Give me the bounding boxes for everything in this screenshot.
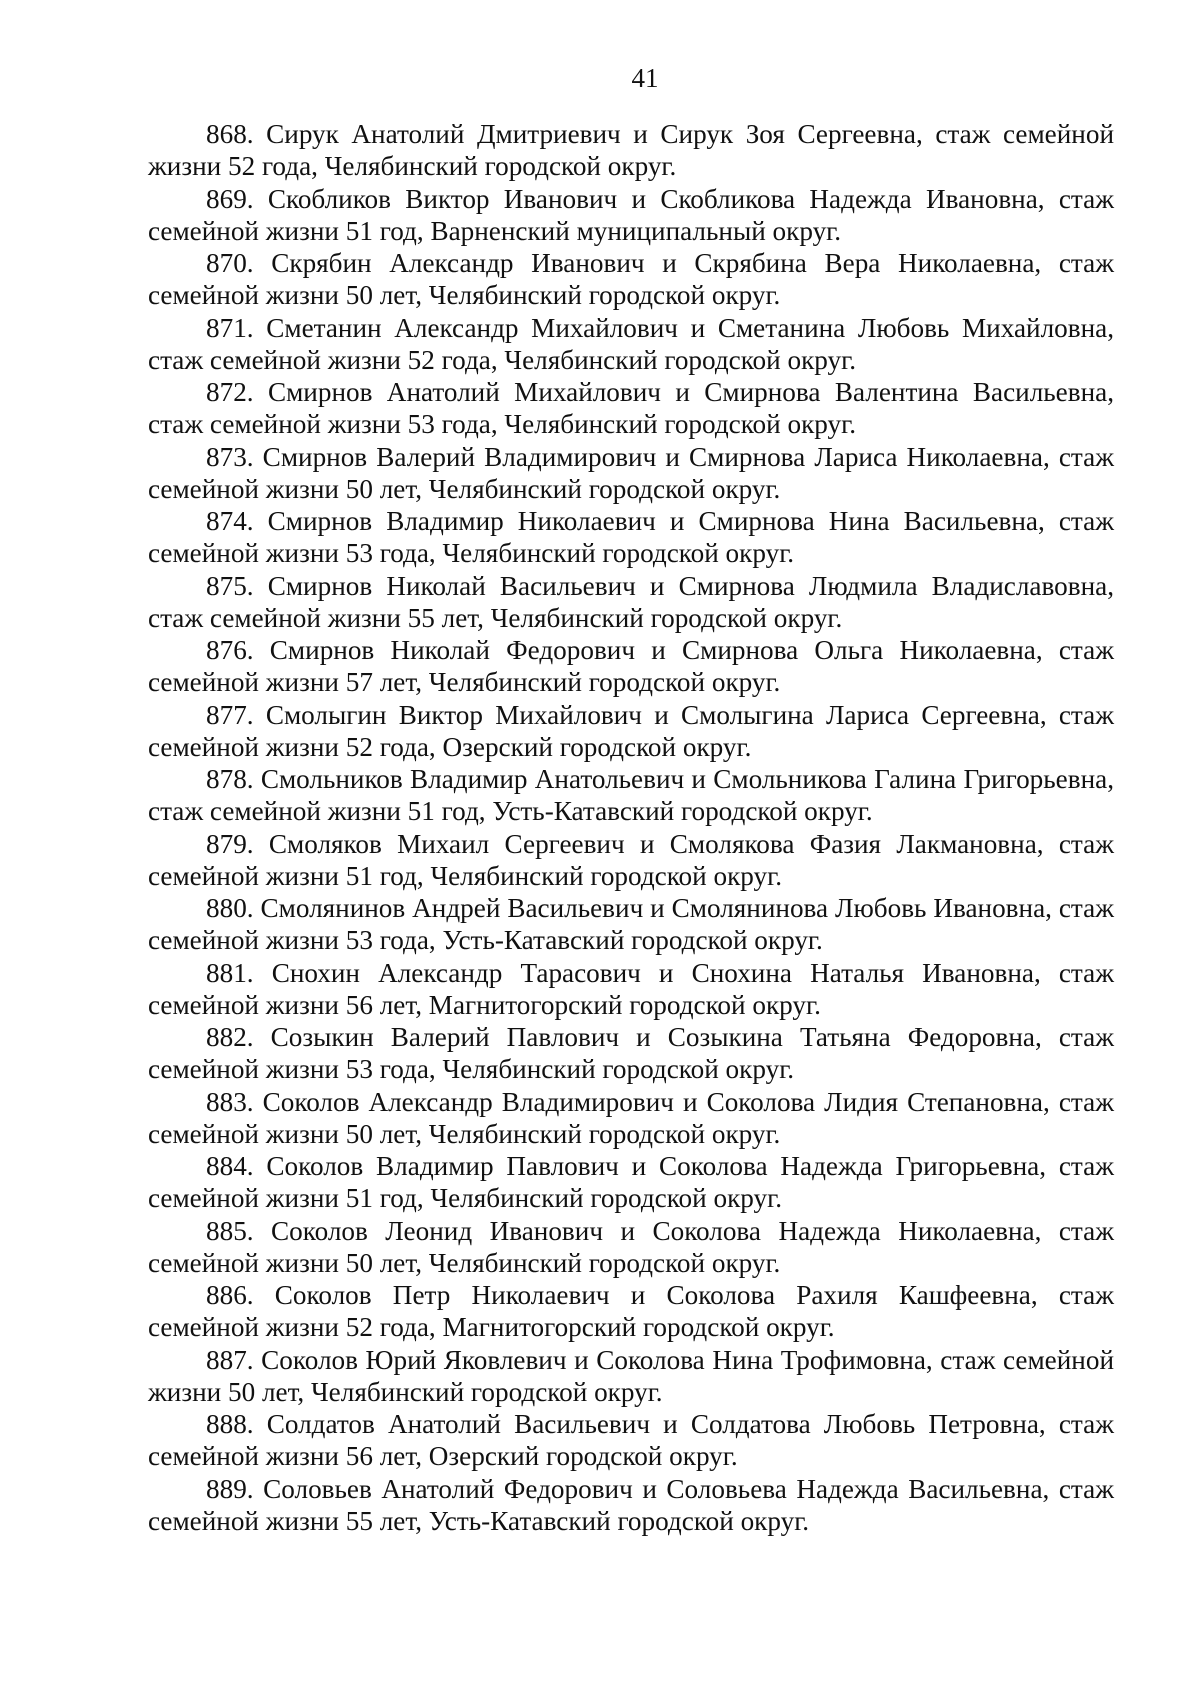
list-item: 869. Скобликов Виктор Иванович и Скобликова Надежда Ивановна, стаж семейной жизни 51 год, Варненский муниципальный округ. [148,183,1114,246]
list-item: 877. Смолыгин Виктор Михайлович и Смолыгина Лариса Сергеевна, стаж семейной жизни 52 года, Озерский городской округ. [148,699,1114,762]
list-item: 871. Сметанин Александр Михайлович и Сметанина Любовь Михайловна, стаж семейной жизни 52 года, Челябинский городской округ. [148,312,1114,375]
list-item: 874. Смирнов Владимир Николаевич и Смирнова Нина Васильевна, стаж семейной жизни 53 года, Челябинский городской округ. [148,506,1114,568]
list-item: 880. Смолянинов Андрей Васильевич и Смолянинова Любовь Ивановна, стаж семейной жизни 53 года, Усть-Катавский городской округ. [148,893,1114,955]
list-item: 875. Смирнов Николай Васильевич и Смирнова Людмила Владиславовна, стаж семейной жизни 55 лет, Челябинский городской округ. [148,570,1114,633]
list-item: 876. Смирнов Николай Федорович и Смирнова Ольга Николаевна, стаж семейной жизни 57 лет, Челябинский городской округ. [148,635,1114,697]
list-item: 888. Солдатов Анатолий Васильевич и Солдатова Любовь Петровна, стаж семейной жизни 56 лет, Озерский городской округ. [148,1409,1114,1471]
list-item: 889. Соловьев Анатолий Федорович и Соловьева Надежда Васильевна, стаж семейной жизни 55 лет, Усть-Катавский городской округ. [148,1473,1114,1536]
list-item: 868. Сирук Анатолий Дмитриевич и Сирук Зоя Сергеевна, стаж семейной жизни 52 года, Челябинский городской округ. [148,119,1114,181]
list-item: 886. Соколов Петр Николаевич и Соколова Рахиля Кашфеевна, стаж семейной жизни 52 года, Магнитогорский городской округ. [148,1280,1114,1342]
list-item: 887. Соколов Юрий Яковлевич и Соколова Нина Трофимовна, стаж семейной жизни 50 лет, Челябинский городской округ. [148,1344,1114,1407]
list-item: 878. Смольников Владимир Анатольевич и Смольникова Галина Григорьевна, стаж семейной жизни 51 год, Усть-Катавский городской округ. [148,764,1114,826]
list-item: 873. Смирнов Валерий Владимирович и Смирнова Лариса Николаевна, стаж семейной жизни 50 лет, Челябинский городской округ. [148,441,1114,504]
list-item: 884. Соколов Владимир Павлович и Соколова Надежда Григорьевна, стаж семейной жизни 51 год, Челябинский городской округ. [148,1151,1114,1213]
list-item: 881. Снохин Александр Тарасович и Снохина Наталья Ивановна, стаж семейной жизни 56 лет, Магнитогорский городской округ. [148,957,1114,1020]
award-list [148,118,1114,1537]
list-item: 882. Созыкин Валерий Павлович и Созыкина Татьяна Федоровна, стаж семейной жизни 53 года, Челябинский городской округ. [148,1022,1114,1084]
list-item: 872. Смирнов Анатолий Михайлович и Смирнова Валентина Васильевна, стаж семейной жизни 53 года, Челябинский городской округ. [148,377,1114,439]
list-item: 879. Смоляков Михаил Сергеевич и Смолякова Фазия Лакмановна, стаж семейной жизни 51 год, Челябинский городской округ. [148,828,1114,891]
list-item: 870. Скрябин Александр Иванович и Скрябина Вера Николаевна, стаж семейной жизни 50 лет, Челябинский городской округ. [148,248,1114,310]
page-number: 41 [631,63,659,93]
list-item: 883. Соколов Александр Владимирович и Соколова Лидия Степановна, стаж семейной жизни 50 лет, Челябинский городской округ. [148,1086,1114,1149]
list-item: 885. Соколов Леонид Иванович и Соколова Надежда Николаевна, стаж семейной жизни 50 лет, Челябинский городской округ. [148,1215,1114,1278]
